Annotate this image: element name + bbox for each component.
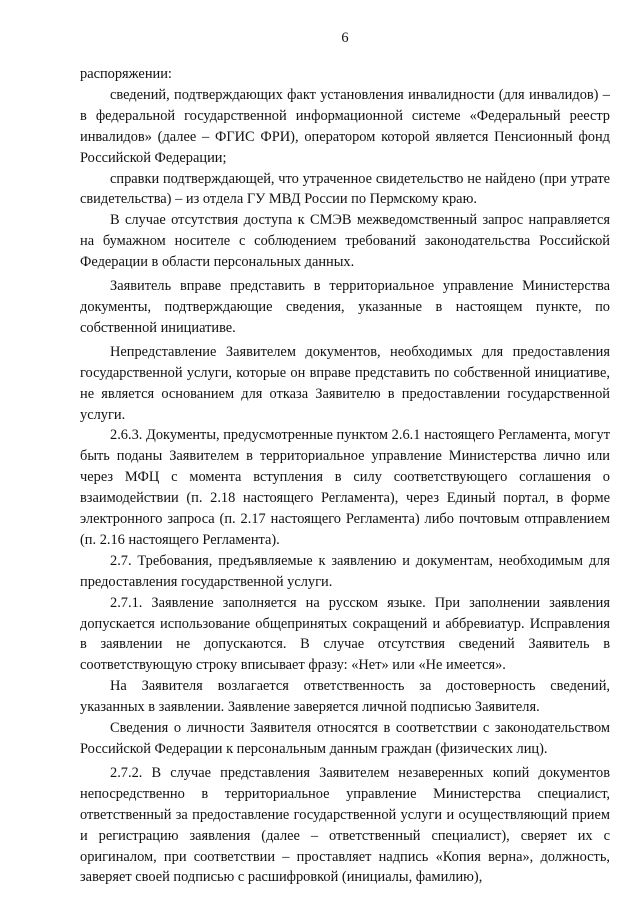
page-number: 6 — [341, 30, 349, 46]
paragraph-responsibility: На Заявителя возлагается ответственность за достоверность сведений, указанных в заявлении. Заявление заверяется личной подписью Заявителя. — [80, 678, 610, 716]
paragraph-disability-info: сведений, подтверждающих факт установления инвалидности (для инвалидов) – в федеральной государственной информационной системе «Федеральный реестр инвалидов» (далее – ФГИС ФРИ), оператором которой является Пенсионный фонд Российской Федерации; — [80, 86, 610, 166]
paragraph-personal-data: Сведения о личности Заявителя относятся в соответствии с законодательством Российской Федерации к персональным данным граждан (физических лиц). — [80, 720, 610, 757]
document-body — [80, 64, 610, 888]
paragraph-certificate-reference: справки подтверждающей, что утраченное свидетельство не найдено (при утрате свидетельства) – из отдела ГУ МВД России по Пермскому краю. — [80, 170, 610, 208]
paragraph-non-submission: Непредставление Заявителем документов, необходимых для предоставления государственной услуги, которые он вправе представить по собственной инициативе, не является основанием для отказа Заявителю в предоставлении государственной услуги. — [80, 343, 610, 423]
paragraph-2-7-1: 2.7.1. Заявление заполняется на русском языке. При заполнении заявления допускается использование общепринятых сокращений и аббревиатур. Исправления в заявлении не допускаются. В случае отсутствия сведений Заявитель в соответствующую строку вписывает фразу: «Нет» или «Не имеется». — [80, 594, 610, 674]
paragraph-2-7-2: 2.7.2. В случае представления Заявителем незаверенных копий документов непосредственно в территориальное управление Министерства специалист, ответственный за предоставление государственной услуги и осуществляющий прием и регистрацию заявления (далее – ответственный специалист), сверяет их с оригиналом, при соответствии – проставляет надпись «Копия верна», должность, заверяет своей подписью с расшифровкой (инициалы, фамилию), — [80, 764, 610, 886]
paragraph-intro: распоряжении: — [80, 66, 172, 82]
paragraph-2-6-3: 2.6.3. Документы, предусмотренные пунктом 2.6.1 настоящего Регламента, могут быть поданы Заявителем в территориальное управление Министерства лично или через МФЦ с момента вступления в силу соответствующего соглашения о взаимодействии (п. 2.18 настоящего Регламента), через Единый портал, в форме электронного запроса (п. 2.17 настоящего Регламента) либо почтовым отправлением (п. 2.16 настоящего Регламента). — [80, 427, 610, 548]
paragraph-2-7: 2.7. Требования, предъявляемые к заявлению и документам, необходимым для предоставления государственной услуги. — [80, 552, 610, 590]
paragraph-applicant-right: Заявитель вправе представить в территориальное управление Министерства документы, подтверждающие сведения, указанные в настоящем пункте, по собственной инициативе. — [80, 278, 610, 336]
paragraph-smev-request: В случае отсутствия доступа к СМЭВ межведомственный запрос направляется на бумажном носителе с соблюдением требований законодательства Российской Федерации в области персональных данных. — [80, 212, 610, 271]
